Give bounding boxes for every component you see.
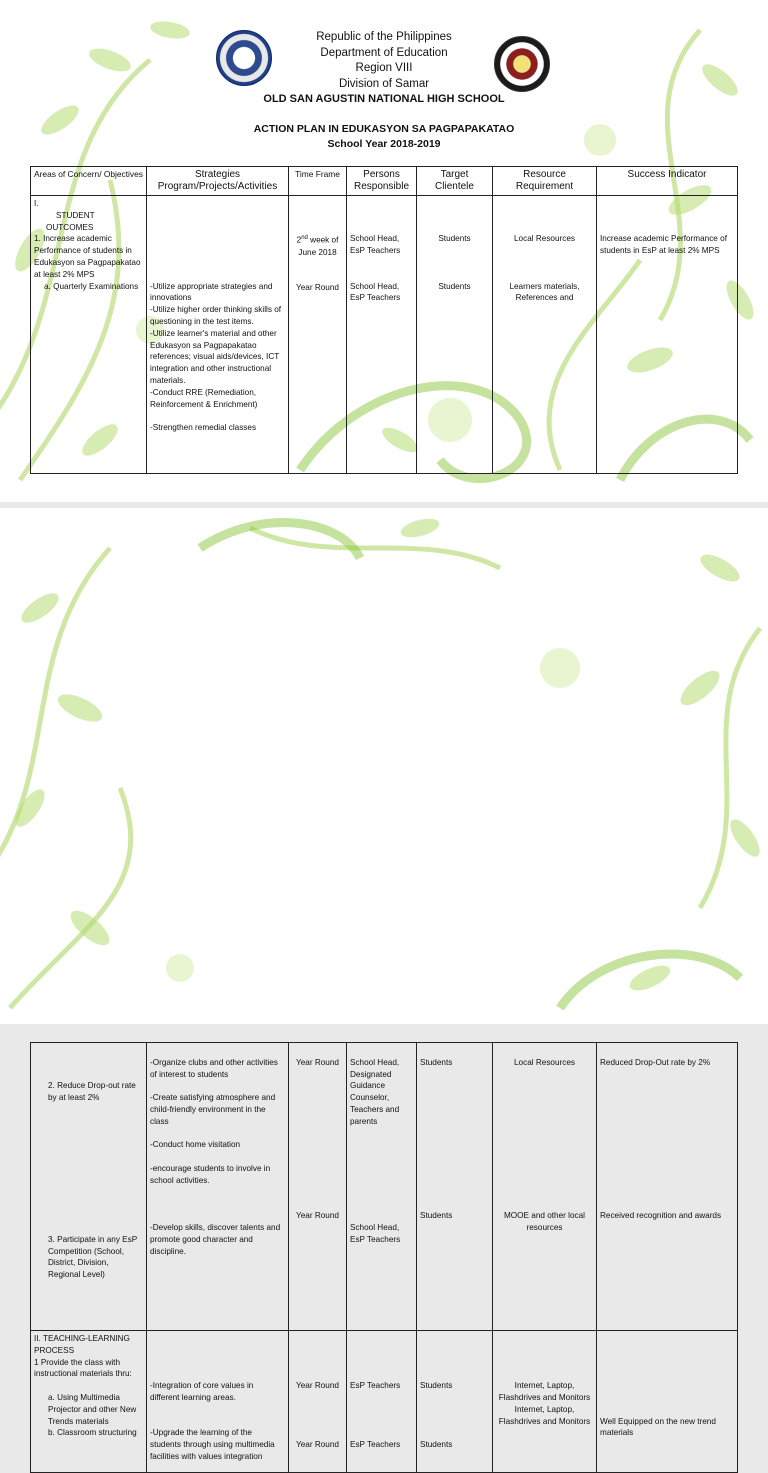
cell-areas — [31, 1331, 147, 1473]
success-3: Received recognition and awards — [600, 1211, 722, 1221]
strategy-item: -Upgrade the learning of the students through using multimedia facilities with values integration — [150, 1428, 275, 1461]
cell-success — [597, 196, 738, 474]
resource-2: Local Resources — [514, 1057, 575, 1067]
cell-success — [597, 1331, 738, 1473]
persons-a: EsP Teachers — [350, 1381, 401, 1391]
decorative-swirl-background — [0, 508, 768, 1024]
persons-3: School Head, EsP Teachers — [350, 1222, 401, 1244]
time-frame-1: 2nd week of June 2018 — [296, 235, 339, 257]
resource-2: Learners materials, References and — [509, 281, 580, 303]
col-header-persons-line1: Persons — [363, 169, 400, 180]
strategy-item: -Integration of core values in different learning areas. — [150, 1381, 254, 1402]
cell-resource — [493, 1043, 597, 1331]
strategy-item: -Organize clubs and other activities of interest to students — [150, 1057, 278, 1079]
cell-time — [289, 196, 347, 474]
cell-target — [417, 1043, 493, 1331]
cell-strategies — [147, 196, 289, 474]
document-title: ACTION PLAN IN EDUKASYON SA PAGPAPAKATAO — [253, 123, 515, 135]
cell-strategies — [147, 1043, 289, 1331]
resource-1: Local Resources — [514, 234, 575, 244]
letterhead-division: Division of Samar — [338, 77, 430, 90]
cell-time — [289, 1043, 347, 1331]
table-header-row — [31, 167, 738, 196]
strategy-item: -Utilize higher order thinking skills of questioning in the test items. — [150, 305, 282, 326]
success-1: Increase academic Performance of students in EsP at least 2% MPS — [600, 234, 727, 256]
strategy-item: -Conduct RRE (Remediation, Reinforcement & Enrichment) — [150, 387, 258, 409]
section-title-line2: OUTCOMES — [46, 222, 94, 232]
action-plan-table-page-2 — [30, 1042, 738, 1473]
target-2: Students — [438, 281, 471, 291]
time-frame-b: Year Round — [296, 1440, 339, 1450]
cell-areas — [31, 1043, 147, 1331]
target-3: Students — [420, 1211, 453, 1221]
col-header-strategies-line2: Program/Projects/Activities — [157, 181, 278, 192]
cell-target — [417, 196, 493, 474]
table-row — [31, 1043, 738, 1331]
document-titles — [0, 122, 768, 152]
section-title-line1: STUDENT — [56, 210, 95, 220]
letterhead-republic: Republic of the Philippines — [316, 31, 452, 43]
col-header-areas: Areas of Concern/ Objectives — [31, 167, 147, 196]
letterhead-school: OLD SAN AGUSTIN NATIONAL HIGH SCHOOL — [263, 93, 505, 105]
strategy-item: -Utilize learner's material and other Edukasyon sa Pagpapakatao references; visual aids/devices, ICT integration and other instructional materials. — [150, 328, 280, 385]
strategy-item: -Create satisfying atmosphere and child-friendly environment in the class — [150, 1093, 276, 1126]
persons-2: School Head, Designated Guidance Counselor, Teachers and parents — [350, 1057, 400, 1126]
cell-persons — [347, 196, 417, 474]
letterhead-region: Region VIII — [355, 62, 413, 74]
target-b: Students — [420, 1440, 453, 1450]
col-header-target — [417, 167, 493, 196]
success-ab: Well Equipped on the new trend materials — [600, 1416, 716, 1438]
persons-b: EsP Teachers — [350, 1440, 401, 1450]
objective-1a: a. Quarterly Examinations — [44, 281, 139, 291]
cell-target — [417, 1331, 493, 1473]
objective-3: 3. Participate in any EsP Competition (School, District, Division, Regional Level) — [48, 1234, 138, 1280]
col-header-time: Time Frame — [289, 167, 347, 196]
document-page-2 — [0, 508, 768, 1461]
cell-persons — [347, 1331, 417, 1473]
letterhead — [0, 30, 768, 108]
persons-1: School Head, EsP Teachers — [350, 234, 401, 256]
strategy-item: -Strengthen remedial classes — [150, 423, 257, 433]
time-frame-a: Year Round — [296, 1381, 339, 1391]
strategy-item: -Utilize appropriate strategies and innovations — [150, 281, 273, 303]
cell-time — [289, 1331, 347, 1473]
section-2-title: II. TEACHING-LEARNING PROCESS — [34, 1334, 130, 1355]
strategy-item: -Conduct home visitation — [150, 1140, 241, 1150]
col-header-persons — [347, 167, 417, 196]
objective-2: 2. Reduce Drop-out rate by at least 2% — [48, 1081, 136, 1103]
col-header-target-line1: Target — [440, 169, 469, 180]
col-header-resource-line2: Requirement — [515, 181, 574, 192]
section-2-subtitle: 1 Provide the class with instructional materials thru: — [34, 1357, 132, 1379]
objective-a: a. Using Multimedia Projector and other New Trends materials — [48, 1392, 137, 1426]
target-1: Students — [438, 234, 471, 244]
col-header-resource — [493, 167, 597, 196]
school-year: School Year 2018-2019 — [327, 138, 441, 150]
target-a: Students — [420, 1381, 453, 1391]
time-frame-2: Year Round — [296, 1057, 339, 1067]
cell-success — [597, 1043, 738, 1331]
document-page-1 — [0, 0, 768, 502]
action-plan-table-page-1 — [30, 166, 738, 474]
strategy-item: -Develop skills, discover talents and promote good character and discipline. — [150, 1222, 281, 1256]
cell-areas — [31, 196, 147, 474]
col-header-persons-line2: Responsible — [353, 181, 410, 192]
objective-1: 1. Increase academic Performance of students in Edukasyon sa Pagpapakatao at least 2% MPS — [34, 234, 141, 279]
cell-resource — [493, 196, 597, 474]
cell-resource — [493, 1331, 597, 1473]
col-header-target-line2: Clientele — [435, 181, 474, 192]
persons-2: School Head, EsP Teachers — [350, 281, 401, 303]
table-row — [31, 1331, 738, 1473]
cell-persons — [347, 1043, 417, 1331]
resource-a: Internet, Laptop, Flashdrives and Monitors — [498, 1381, 591, 1402]
strategy-item: -encourage students to involve in school activities. — [150, 1163, 271, 1185]
resource-3: MOOE and other local resources — [503, 1211, 585, 1232]
time-frame-2: Year Round — [296, 283, 339, 293]
time-frame-3: Year Round — [296, 1211, 339, 1221]
section-number: I. — [34, 199, 39, 208]
letterhead-department: Department of Education — [320, 46, 448, 59]
objective-b: b. Classroom structuring — [48, 1428, 137, 1438]
col-header-success: Success Indicator — [597, 167, 738, 196]
target-2: Students — [420, 1057, 453, 1067]
table-row — [31, 196, 738, 474]
resource-b: Internet, Laptop, Flashdrives and Monitors — [498, 1404, 591, 1426]
cell-strategies — [147, 1331, 289, 1473]
col-header-strategies — [147, 167, 289, 196]
success-2: Reduced Drop-Out rate by 2% — [600, 1057, 711, 1067]
col-header-strategies-line1: Strategies — [194, 169, 241, 180]
col-header-resource-line1: Resource — [523, 169, 566, 180]
